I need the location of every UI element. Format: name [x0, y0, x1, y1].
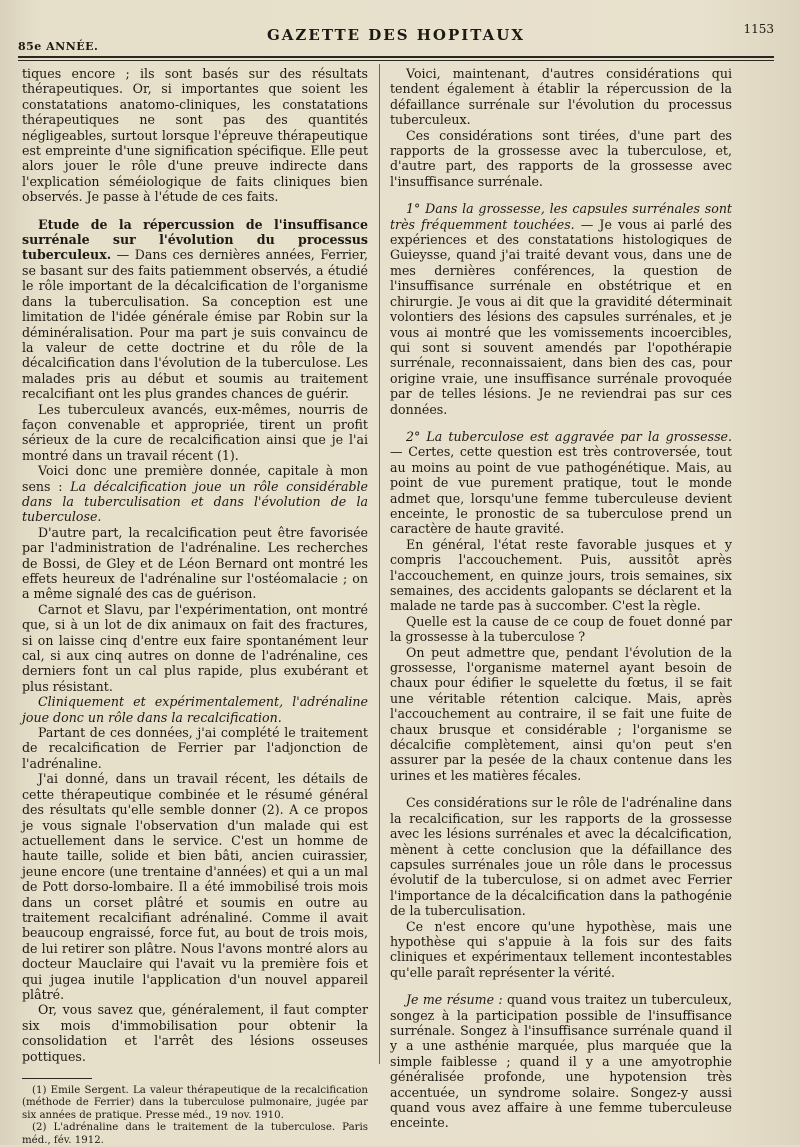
- section-heading: Etude de la répercussion de l'insuffisance surrénale sur l'évolution du processus tuberculeux.: [22, 216, 368, 263]
- journal-title: GAZETTE DES HOPITAUX: [266, 26, 525, 44]
- footnote: (2) L'adrénaline dans le traitement de la tuberculose. Paris méd., fév. 1912.: [22, 1122, 368, 1146]
- paragraph: Carnot et Slavu, par l'expérimentation, ont montré que, si à un lot de dix animaux on fait des fractures, si on laisse cinq d'entre eux faire spontanément leur cal, si aux cinq autres on donne de l'adrénaline, ces derniers font un cal plus rapide, plus exubérant et plus résistant.: [22, 601, 368, 694]
- paragraph: On peut admettre que, pendant l'évolution de la grossesse, l'organisme maternel ayant besoin de chaux pour édifier le squelette du fœtus, il se fait une véritable rétention calcique. Mais, après l'accouchement au contraire, il se fait une fuite de chaux brusque et considérable ; l'organisme se décalcifie complètement, ainsi qu'on peut s'en assurer par la pesée de la chaux contenue dans les urines et les matières fécales.: [390, 644, 732, 783]
- paragraph: Ces considérations sont tirées, d'une part des rapports de la grossesse avec la tuberculose, et, d'autre part, des rapports de la grossesse avec l'insuffisance surrénale.: [390, 127, 732, 189]
- emphasis-text: La décalcification joue un rôle considérable dans la tuberculisation et dans l'évolution de la tuberculose.: [22, 478, 368, 525]
- emphasis-text: 1° Dans la grossesse, les capsules surrénales sont très fréquemment touchées.: [390, 201, 732, 232]
- paragraph: [390, 429, 732, 537]
- left-column: [22, 66, 368, 1147]
- paragraph: Quelle est la cause de ce coup de fouet donné par la grossesse à la tuberculose ?: [390, 613, 732, 645]
- paragraph: [390, 201, 732, 417]
- paragraph: Ce n'est encore qu'une hypothèse, mais une hypothèse qui s'appuie à la fois sur des faits cliniques et expérimentaux tellement incontestables qu'elle paraît représenter la vérité.: [390, 918, 732, 980]
- footnote-rule: [22, 1078, 92, 1079]
- paragraph-text: — Dans ces dernières années, Ferrier, se basant sur des faits patiemment observés, a étudié le rôle important de la décalcification de l'organisme dans la tuberculisation. Sa conception est une limitation de l'idée générale émise par Robin sur la déminéralisation. Pour ma part je suis convaincu de la valeur de cette doctrine et du rôle de la décalcification dans l'évolution de la tuberculose. Les malades pris au début et soumis au traitement recalcifiant ont les plus grandes chances de guérir.: [22, 247, 368, 402]
- page-number: 1153: [743, 22, 774, 36]
- paragraph: J'ai donné, dans un travail récent, les détails de cette thérapeutique combinée et le résumé général des résultats qu'elle semble donner (2). A ce propos je vous signale l'observation d'un malade qui est actuellement dans le service. C'est un homme de haute taille, solide et bien bâti, ancien cuirassier, jeune encore (une trentaine d'années) et qui a un mal de Pott dorso-lombaire. Il a été immobilisé trois mois dans un corset plâtré et soumis en outre au traitement recalcifiant adrénaliné. Comme il avait beaucoup engraissé, force fut, au bout de trois mois, de lui retirer son plâtre. Nous l'avons montré alors au docteur Mauclaire qui l'avait vu la première fois et qui jugea inutile l'application d'un nouvel appareil plâtré.: [22, 771, 368, 1002]
- header-rule-thin: [18, 60, 774, 61]
- paragraph: Ces considérations sur le rôle de l'adrénaline dans la recalcification, sur les rapports de la grossesse avec les lésions surrénales et avec la décalcification, mènent à cette conclusion que la défaillance des capsules surrénales joue un rôle dans le processus évolutif de la tuberculose, si on admet avec Ferrier l'importance de la décalcification dans la pathogénie de la tuberculisation.: [390, 795, 732, 919]
- paragraph: D'autre part, la recalcification peut être favorisée par l'administration de l'adrénaline. Les recherches de Bossi, de Gley et de Léon Bernard ont montré les effets heureux de l'adrénaline sur l'ostéomalacie ; on a même signalé des cas de guérison.: [22, 524, 368, 602]
- emphasis-text: 2° La tuberculose est aggravée par la grossesse.: [406, 428, 732, 444]
- paragraph: Or, vous savez que, généralement, il faut compter six mois d'immobilisation pour obtenir la consolidation et l'arrêt des lésions osseuses pottiques.: [22, 1002, 368, 1064]
- column-divider: [379, 64, 380, 1064]
- paragraph-text: — Certes, cette question est très controversée, tout au moins au point de vue pathogénétique. Mais, au point de vue purement pratique, tout le monde admet que, lorsqu'une femme tuberculeuse devient enceinte, le pronostic de sa tuberculose prend un caractère de haute gravité.: [390, 444, 732, 537]
- issue-label: 85e ANNÉE.: [18, 40, 99, 53]
- paragraph: Les tuberculeux avancés, eux-mêmes, nourris de façon convenable et appropriée, tirent un profit sérieux de la cure de recalcification ainsi que je l'ai montré dans un travail récent (1).: [22, 401, 368, 463]
- right-column: [390, 66, 732, 1131]
- paragraph: Voici, maintenant, d'autres considérations qui tendent également à établir la répercussion de la défaillance surrénale sur l'évolution du processus tuberculeux.: [390, 66, 732, 128]
- paragraph: En général, l'état reste favorable jusques et y compris l'accouchement. Puis, aussitôt après l'accouchement, en quinze jours, trois semaines, six semaines, des accidents galopants se déclarent et la malade ne tarde pas à succomber. C'est la règle.: [390, 536, 732, 614]
- paragraph: [22, 463, 368, 525]
- header-rule-thick: [18, 56, 774, 58]
- emphasis-text: Cliniquement et expérimentalement, l'adrénaline joue donc un rôle dans la recalcification.: [22, 694, 368, 725]
- paragraph: tiques encore ; ils sont basés sur des résultats thérapeutiques. Or, si importantes que soient les constatations anatomo-cliniques, les constatations thérapeutiques ne sont pas des quantités négligeables, surtout lorsque l'épreuve thérapeutique est empreinte d'une signification spécifique. Elle peut alors jouer le rôle d'une preuve indirecte dans l'explication séméiologique de faits cliniques bien observés. Je passe à l'étude de ces faits.: [22, 66, 368, 205]
- emphasis-text: Je me résume :: [406, 992, 503, 1008]
- paragraph-text: Voici donc une première donnée, capitale à mon sens :: [22, 463, 368, 494]
- page-header: [18, 22, 774, 54]
- footnote: (1) Emile Sergent. La valeur thérapeutique de la recalcification (méthode de Ferrier) dans la tuberculose pulmonaire, jugée par six années de pratique. Presse méd., 19 nov. 1910.: [22, 1085, 368, 1121]
- paragraph: [22, 694, 368, 725]
- section-paragraph: [22, 217, 368, 402]
- paragraph: [390, 992, 732, 1131]
- paragraph-text: quand vous traitez un tuberculeux, songez à la participation possible de l'insuffisance surrénale. Songez à l'insuffisance surrénale quand il y a une asthénie marquée, plus marquée que la simple faiblesse ; quand il y a une amyotrophie généralisée profonde, une hypotension très accentuée, un syndrome solaire. Songez-y aussi quand vous avez affaire à une femme tuberculeuse enceinte.: [390, 992, 732, 1131]
- paragraph-text: — Je vous ai parlé des expériences et des constatations histologiques de Guieysse, quand j'ai traité devant vous, dans une de mes dernières conférences, la question de l'insuffisance surrénale en obstétrique et en chirurgie. Je vous ai dit que la gravidité déterminait volontiers des lésions des capsules surrénales, et je vous ai montré que les vomissements incoercibles, qui sont si souvent amendés par l'opothérapie surrénale, reconnaissaient, dans bien des cas, pour origine vraie, une insuffisance surrénale provoquée par de telles lésions. Je ne reviendrai pas sur ces données.: [390, 216, 732, 417]
- paragraph: Partant de ces données, j'ai complété le traitement de recalcification de Ferrier par l'adjonction de l'adrénaline.: [22, 725, 368, 771]
